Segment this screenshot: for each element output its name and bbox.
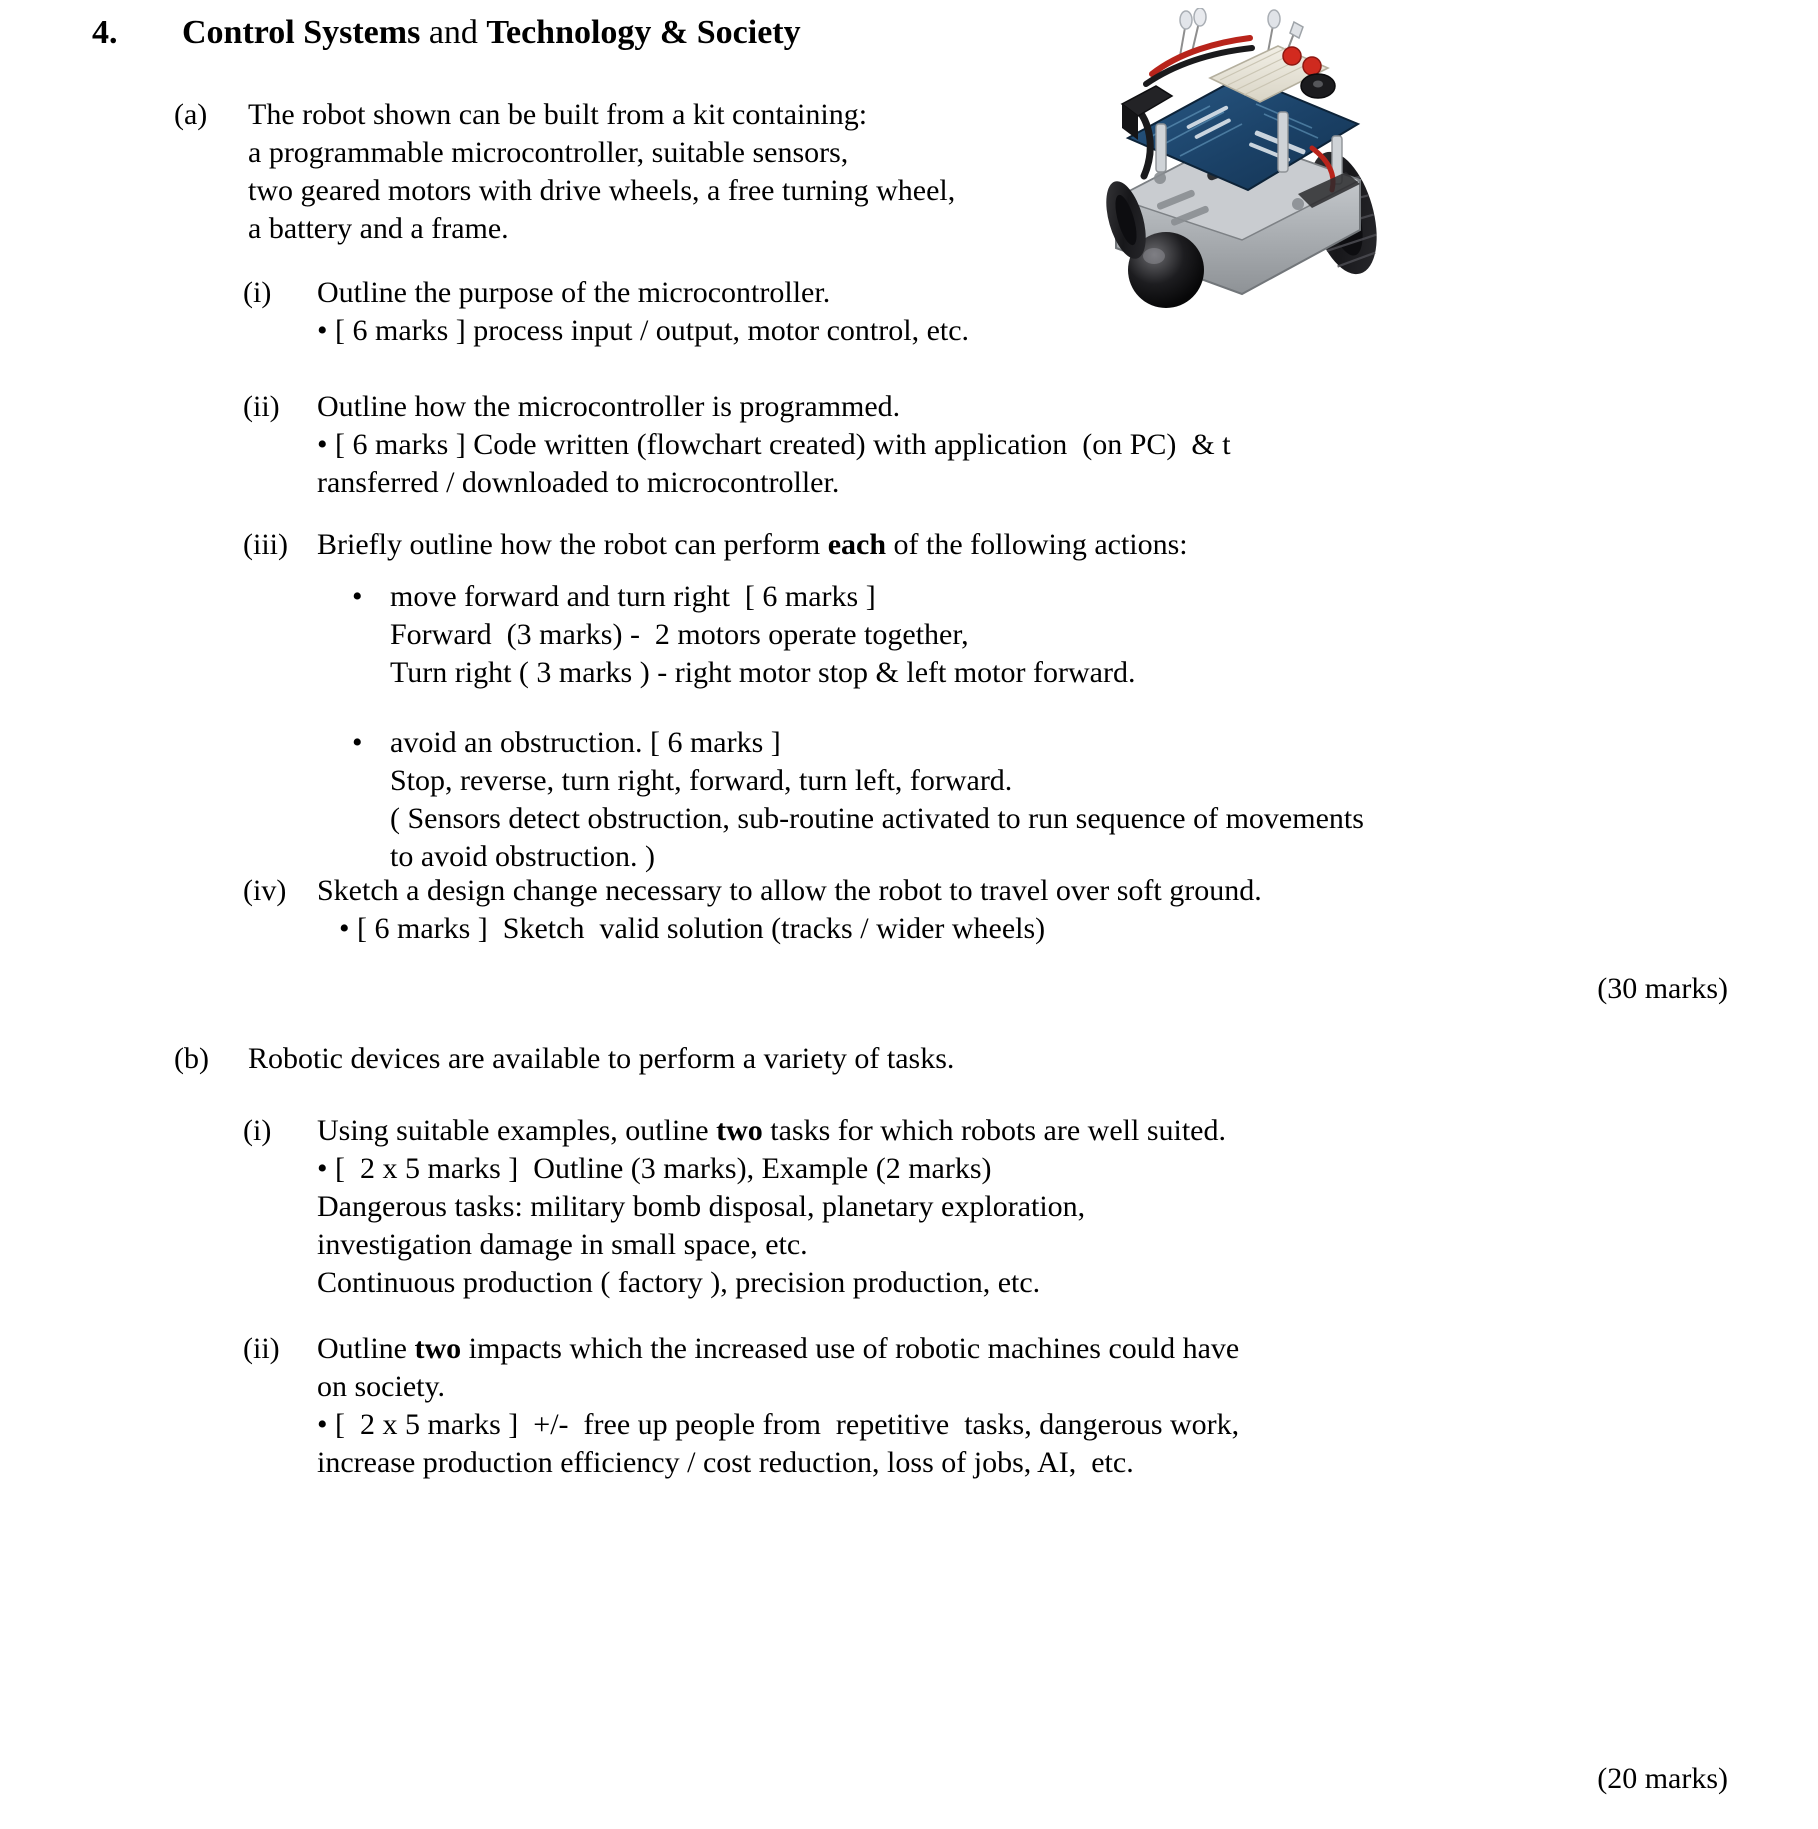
question-post: of the following actions: xyxy=(886,528,1188,561)
part-b xyxy=(0,1040,954,1078)
part-a-item-i xyxy=(0,274,969,350)
bullet-line: Turn right ( 3 marks ) - right motor stop & left motor forward. xyxy=(390,656,1136,689)
item-i-content xyxy=(317,274,969,350)
item-question xyxy=(317,1112,1226,1150)
bullet-line: ( Sensors detect obstruction, sub-routine activated to run sequence of movements xyxy=(390,802,1364,835)
item-answer-line: ransferred / downloaded to microcontroller. xyxy=(317,466,840,499)
bullet-line: Forward (3 marks) - 2 motors operate together, xyxy=(390,618,969,651)
question-pre: Using suitable examples, outline xyxy=(317,1114,717,1147)
item-label-i: (i) xyxy=(243,276,272,309)
iii-bullet-1 xyxy=(0,578,1135,692)
part-b-label: (b) xyxy=(174,1042,209,1075)
item-question: Outline how the microcontroller is programmed. xyxy=(317,390,901,423)
stem-line: two geared motors with drive wheels, a free turning wheel, xyxy=(248,174,956,207)
part-a-item-iii xyxy=(0,526,1188,564)
item-label-b-ii: (ii) xyxy=(243,1332,280,1365)
item-question xyxy=(317,1330,1239,1368)
item-question: Outline the purpose of the microcontroller. xyxy=(317,276,831,309)
robot-photo xyxy=(1060,8,1420,338)
question-post: tasks for which robots are well suited. xyxy=(762,1114,1226,1147)
bullet-2-content xyxy=(390,724,1364,876)
bullet-1-content xyxy=(390,578,1135,692)
question-bold-each: each xyxy=(827,528,887,561)
item-b-i-content xyxy=(317,1112,1226,1302)
stem-line: The robot shown can be built from a kit containing: xyxy=(248,98,868,131)
title-bold-2: Technology & Society xyxy=(486,14,801,51)
part-b-item-ii xyxy=(0,1330,1239,1482)
item-answer-line: • [ 2 x 5 marks ] Outline (3 marks), Example (2 marks) xyxy=(317,1152,992,1185)
item-label-ii: (ii) xyxy=(243,390,280,423)
question-pre: Outline xyxy=(317,1332,415,1365)
question-pre: Briefly outline how the robot can perform xyxy=(317,528,828,561)
part-a-item-iv xyxy=(0,872,1262,948)
bullet-dot: • xyxy=(352,726,363,759)
item-answer-line: • [ 2 x 5 marks ] +/- free up people from repetitive tasks, dangerous work, xyxy=(317,1408,1240,1441)
item-b-ii-content xyxy=(317,1330,1239,1482)
item-iv-content xyxy=(317,872,1262,948)
part-b-marks: (20 marks) xyxy=(1597,1762,1728,1795)
part-a-stem xyxy=(248,96,955,248)
iii-bullet-2 xyxy=(0,724,1364,876)
question-number: 4. xyxy=(92,14,118,51)
part-a xyxy=(0,96,955,248)
item-answer-line: • [ 6 marks ] process input / output, motor control, etc. xyxy=(317,314,970,347)
part-a-marks: (30 marks) xyxy=(1597,972,1728,1005)
title-connector: and xyxy=(420,14,487,51)
title-bold-1: Control Systems xyxy=(182,14,421,51)
item-iii-question xyxy=(317,526,1188,564)
item-label-iv: (iv) xyxy=(243,874,287,907)
part-a-label: (a) xyxy=(174,98,208,131)
bullet-line: move forward and turn right [ 6 marks ] xyxy=(390,580,876,613)
part-b-stem xyxy=(248,1040,954,1078)
stem-line: a battery and a frame. xyxy=(248,212,509,245)
item-question: Sketch a design change necessary to allow the robot to travel over soft ground. xyxy=(317,874,1262,907)
item-label-iii: (iii) xyxy=(243,528,288,561)
item-question-line2: on society. xyxy=(317,1370,446,1403)
item-answer-line: Continuous production ( factory ), precision production, etc. xyxy=(317,1266,1041,1299)
stem-line: a programmable microcontroller, suitable sensors, xyxy=(248,136,849,169)
bullet-line: to avoid obstruction. ) xyxy=(390,840,655,873)
item-answer-line: Dangerous tasks: military bomb disposal, planetary exploration, xyxy=(317,1190,1086,1223)
question-bold-two: two xyxy=(716,1114,763,1147)
item-answer-line: investigation damage in small space, etc. xyxy=(317,1228,808,1261)
question-bold-two: two xyxy=(414,1332,462,1365)
item-ii-content xyxy=(317,388,1231,502)
bullet-line: avoid an obstruction. [ 6 marks ] xyxy=(390,726,781,759)
question-title xyxy=(182,14,801,51)
part-b-item-i xyxy=(0,1112,1226,1302)
part-a-item-ii xyxy=(0,388,1231,502)
item-answer-line: • [ 6 marks ] Code written (flowchart created) with application (on PC) & t xyxy=(317,428,1231,461)
bullet-dot: • xyxy=(352,580,363,613)
question-post: impacts which the increased use of robotic machines could have xyxy=(461,1332,1240,1365)
item-answer-line: increase production efficiency / cost reduction, loss of jobs, AI, etc. xyxy=(317,1446,1134,1479)
item-label-b-i: (i) xyxy=(243,1114,272,1147)
item-answer-line: • [ 6 marks ] Sketch valid solution (tracks / wider wheels) xyxy=(339,912,1046,945)
stem-line: Robotic devices are available to perform a variety of tasks. xyxy=(248,1042,955,1075)
bullet-line: Stop, reverse, turn right, forward, turn left, forward. xyxy=(390,764,1013,797)
